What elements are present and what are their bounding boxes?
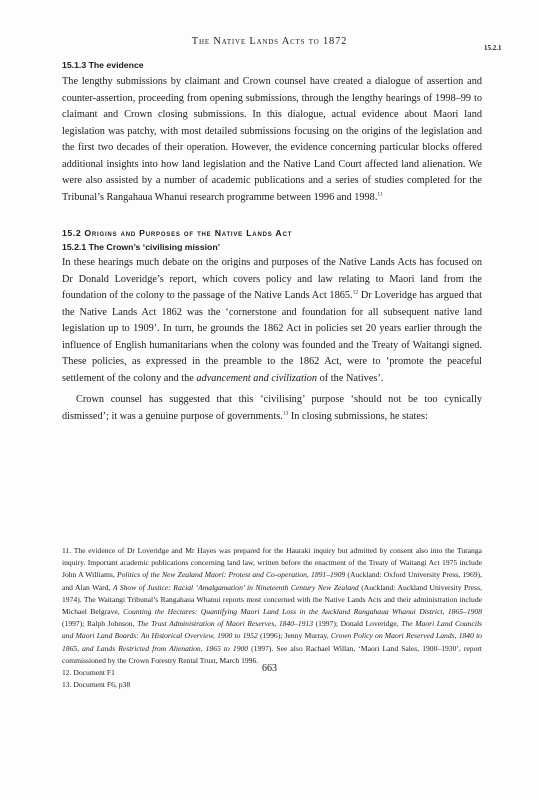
- page-number: 663: [262, 663, 277, 674]
- footnote-ref-11: 11: [377, 191, 383, 198]
- section-marker: 15.2.1: [484, 44, 502, 52]
- section-15-2: [62, 228, 482, 425]
- footnote-13: 13. Document F6, p38: [62, 680, 131, 690]
- footnote-12: 12. Document F1: [62, 668, 115, 678]
- running-head: The Native Lands Acts to 1872: [191, 36, 348, 47]
- footnote-ref-12: 12: [352, 289, 359, 296]
- footnote-ref-13: 13: [282, 410, 289, 417]
- section-15-1-3: [62, 60, 482, 206]
- paragraph-loveridge: In these hearings much debate on the origins and purposes of the Native Lands Acts has focused on Dr Donald Loveridge’s report, which covers policy and law relating to Maori land from the foundation of the colony to the passage of the Native Lands Act 1865.12 Dr Loveridge has argued that the Native Lands Act 1862 was the ‘cornerstone and foundation for all subsequent native land legislation up to 1909’. In turn, he grounds the 1862 Act in policies set 20 years earlier through the influence of English humanitarians when the colony was founded and the Treaty of Waitangi signed. These policies, as expressed in the preamble to the 1862 Act, were to ‘promote the peaceful settlement of the colony and the advancement and civilization of the Natives’.: [62, 257, 482, 384]
- sub-heading-civilising-mission: 15.2.1 The Crown’s ‘civilising mission’: [62, 242, 221, 252]
- section-heading-origins: 15.2 Origins and Purposes of the Native Lands Act: [62, 228, 293, 238]
- sub-heading-evidence: 15.1.3 The evidence: [62, 60, 144, 70]
- paragraph-evidence: The lengthy submissions by claimant and Crown counsel have created a dialogue of assertion and counter-assertion, proceeding from opening submissions, through the lengthy hearings of 1998–99 to claimant and Crown closing submissions. In this dialogue, actual evidence about Maori land legislation was patchy, with most detailed submissions focusing on the origins of the legislation and the first two decades of their operation. However, the evidence concerning particular blocks offered additional insights into how land legislation and the Native Land Court affected land alienation. We were also assisted by a number of academic publications and a series of studies completed for the Tribunal’s Rangahaua Whanui research programme between 1996 and 1998.11: [62, 76, 482, 203]
- paragraph-crown-counsel: Crown counsel has suggested that this ‘civilising’ purpose ‘should not be too cynically dismissed’; it was a genuine purpose of governments.$^{13}$ In closing submissions, he states:: [62, 394, 482, 422]
- footnote-11: 11. The evidence of Dr Loveridge and Mr Hayes was prepared for the Hauraki inquiry but admitted by consent also into the Turanga inquiry. Important academic publications concerning land law, written before the enactment of the Treaty of Waitangi Act 1975 include John A Williams, Politics of the New Zealand Maori: Protest and Co-operation, 1891–1909 (Auckland: Oxford University Press, 1969), and Alan Ward, A Show of Justice: Racial ‘Amalgamation’ in Nineteenth Century New Zealand (Auckland: Auckland University Press, 1974). The Waitangi Tribunal’s Rangahaua Whanui reports most concerned with the Native Lands Acts and their administration include Michael Belgrave, Counting the Hectares: Quantifying Maori Land Loss in the Auckland Rangahaua Whanui District, 1865–1908 (1997); Ralph Johnson, The Trust Administration of Maori Reserves, 1840–1913 (1997); Donald Loveridge, The Maori Land Councils and Maori Land Boards: An Historical Overview, 1900 to 1952 (1996); Jenny Murray, Crown Policy on Maori Reserved Lands, 1840 to 1865, and Lands Restricted from Alienation, 1865 to 1900 (1997). See also Rachael Willan, ‘Maori Land Sales, 1900–1930’, report commissioned by the Crown Forestry Rental Trust, March 1996.: [62, 546, 483, 665]
